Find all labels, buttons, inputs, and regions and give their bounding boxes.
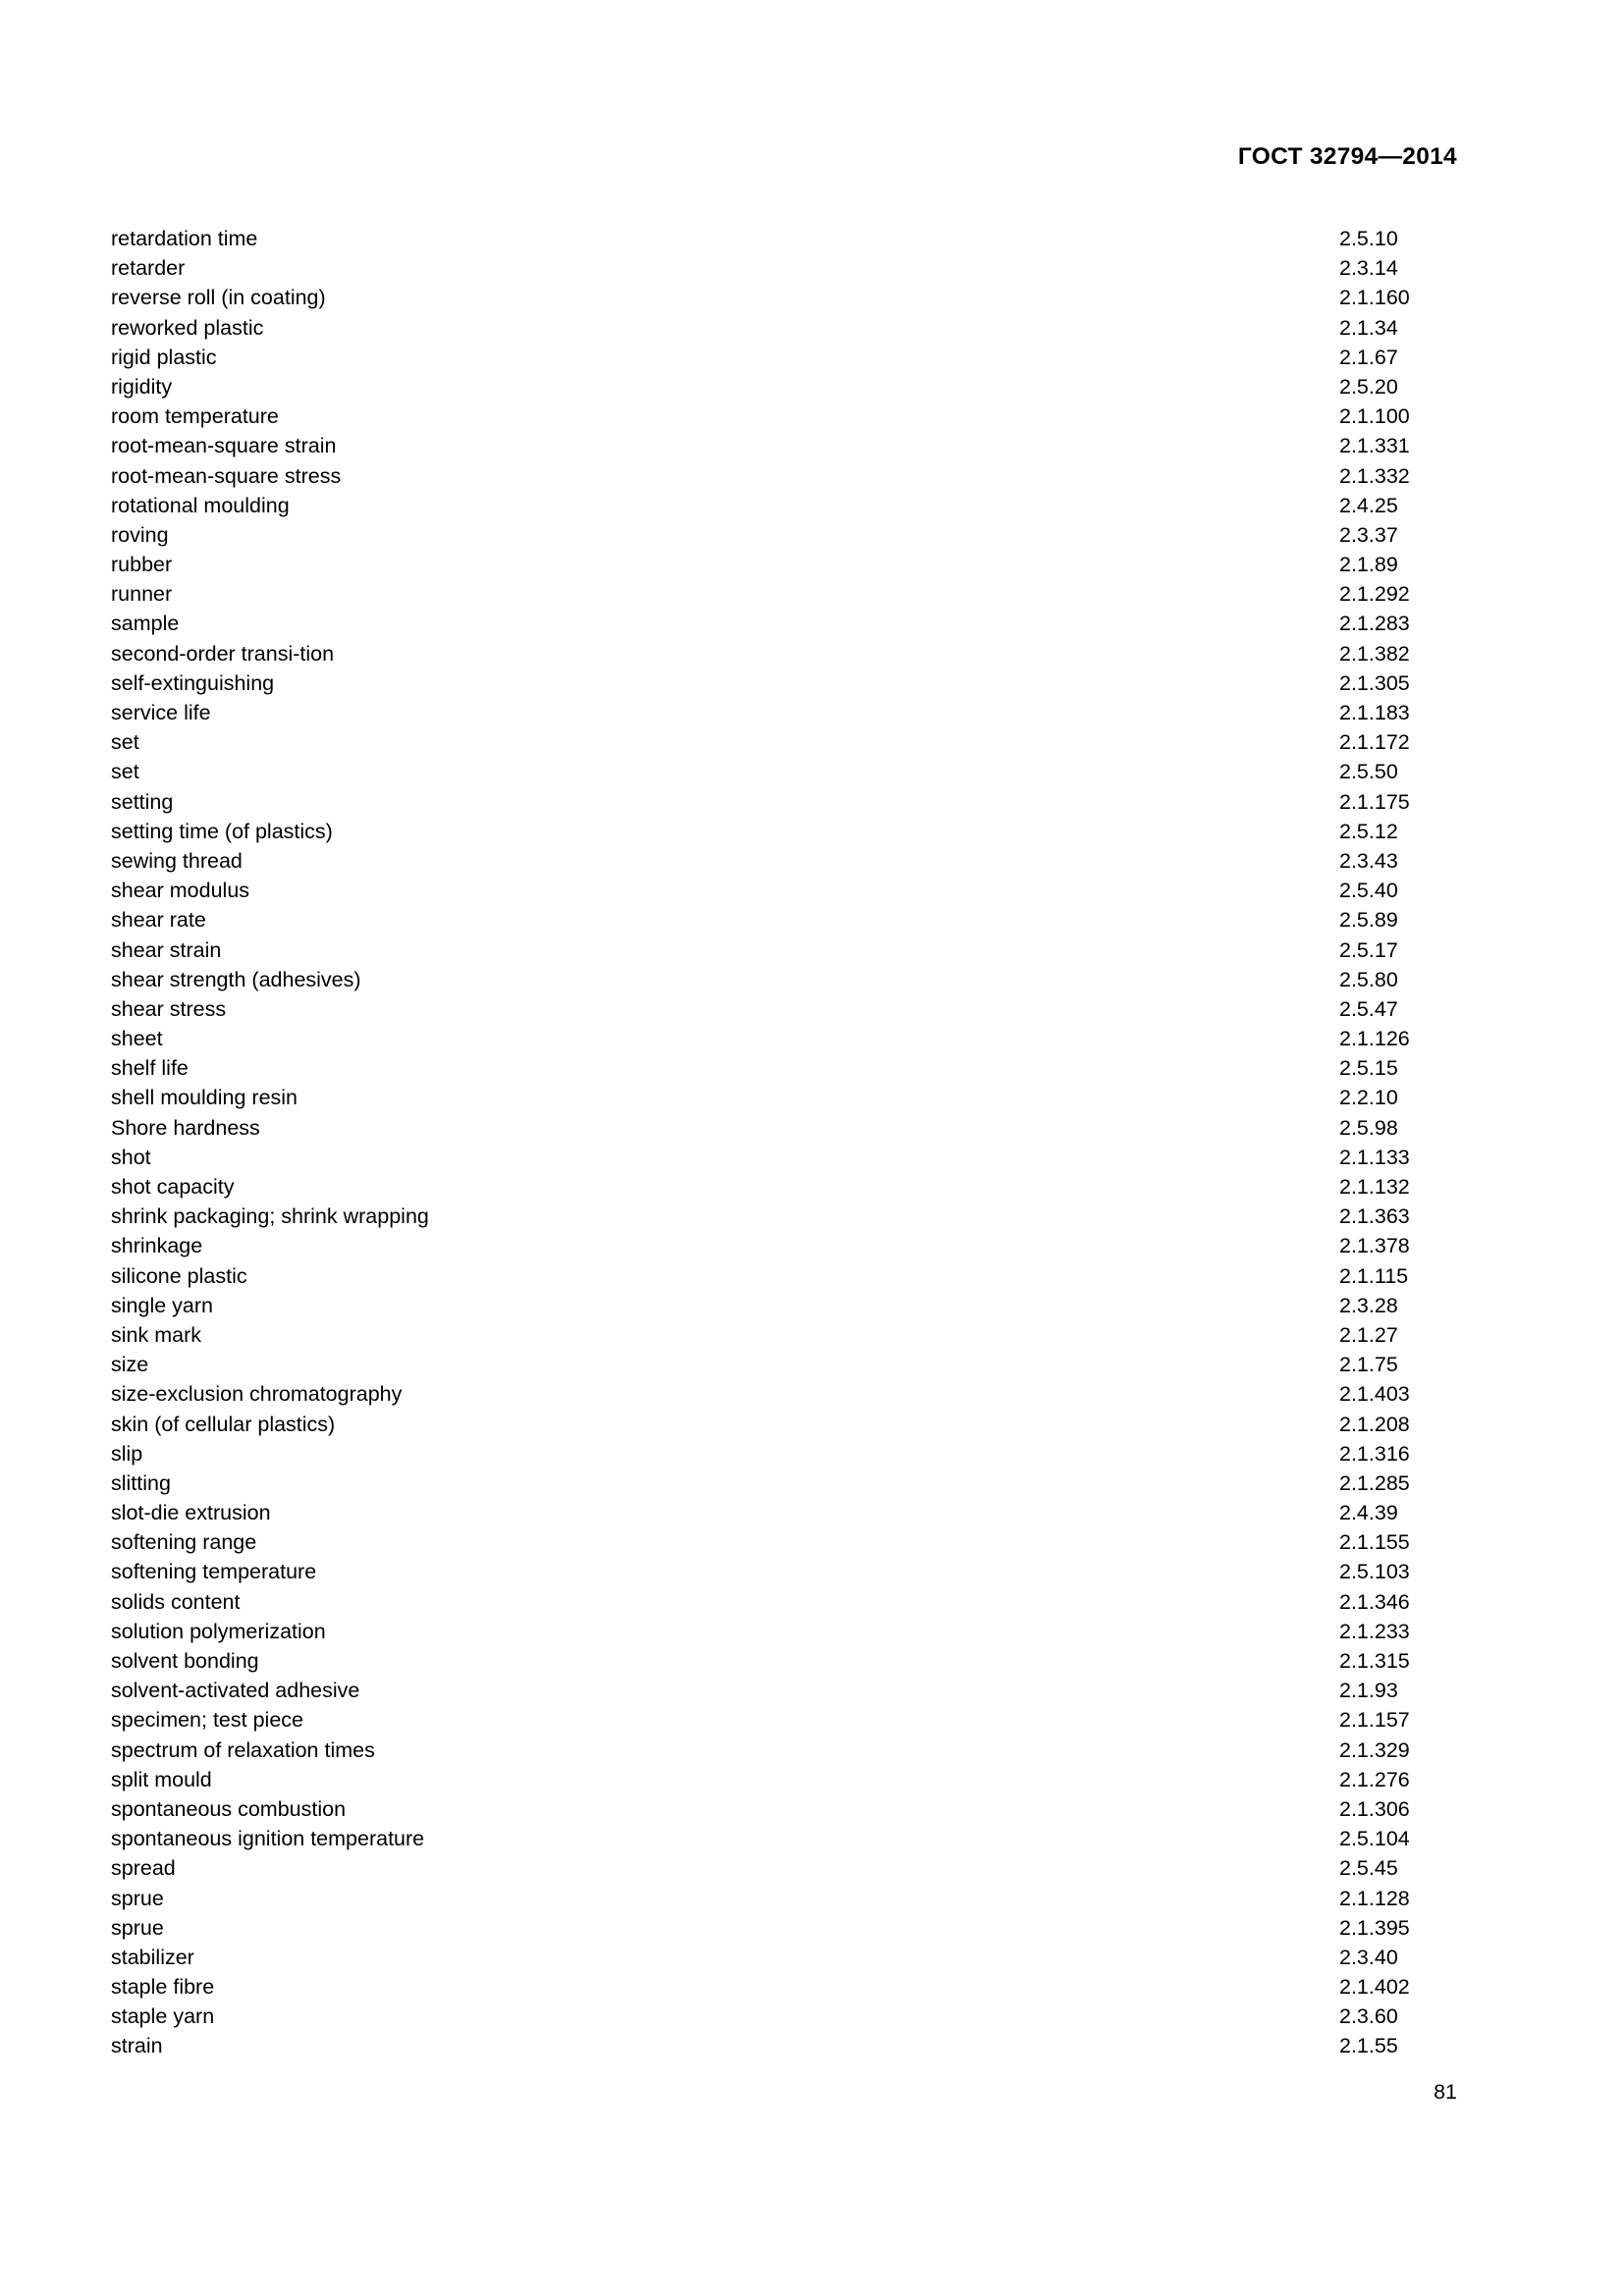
index-entry bbox=[111, 1261, 1457, 1291]
index-entry bbox=[111, 1527, 1457, 1557]
index-term: reverse roll (in coating) bbox=[111, 286, 326, 310]
index-term: Shore hardness bbox=[111, 1115, 260, 1140]
index-entry bbox=[111, 698, 1457, 727]
index-term: roving bbox=[111, 522, 169, 547]
index-term: size-exclusion chromatography bbox=[111, 1382, 403, 1407]
index-reference: 2.1.233 bbox=[1339, 1619, 1410, 1643]
index-entry bbox=[111, 253, 1457, 283]
index-reference: 2.1.395 bbox=[1339, 1915, 1410, 1940]
index-reference: 2.3.60 bbox=[1339, 2004, 1398, 2029]
index-entry bbox=[111, 1143, 1457, 1172]
index-reference: 2.5.80 bbox=[1339, 967, 1398, 991]
index-entry bbox=[111, 1201, 1457, 1231]
index-entry bbox=[111, 1794, 1457, 1824]
index-reference: 2.1.329 bbox=[1339, 1737, 1410, 1762]
index-term: set bbox=[111, 730, 139, 755]
index-reference: 2.1.306 bbox=[1339, 1796, 1410, 1821]
index-entry bbox=[111, 1824, 1457, 1853]
index-term: staple fibre bbox=[111, 1975, 215, 2000]
index-term: shrinkage bbox=[111, 1234, 203, 1258]
index-reference: 2.1.315 bbox=[1339, 1649, 1410, 1673]
index-entry bbox=[111, 1557, 1457, 1586]
index-entry bbox=[111, 1884, 1457, 1913]
index-term: shot capacity bbox=[111, 1175, 235, 1199]
index-entry bbox=[111, 461, 1457, 491]
index-term: shear modulus bbox=[111, 879, 250, 903]
index-term: reworked plastic bbox=[111, 315, 264, 340]
index-term: solution polymerization bbox=[111, 1619, 326, 1643]
index-term: solvent-activated adhesive bbox=[111, 1679, 360, 1703]
index-reference: 2.1.75 bbox=[1339, 1353, 1398, 1377]
index-entry bbox=[111, 1972, 1457, 2002]
index-reference: 2.5.17 bbox=[1339, 937, 1398, 962]
index-entry bbox=[111, 1439, 1457, 1468]
index-entry bbox=[111, 343, 1457, 372]
index-entry bbox=[111, 579, 1457, 609]
index-term: silicone plastic bbox=[111, 1263, 247, 1288]
index-term: specimen; test piece bbox=[111, 1708, 303, 1733]
index-entry bbox=[111, 639, 1457, 668]
index-term: shot bbox=[111, 1145, 151, 1169]
index-term: size bbox=[111, 1353, 149, 1377]
index-term: spectrum of relaxation times bbox=[111, 1737, 375, 1762]
index-reference: 2.1.378 bbox=[1339, 1234, 1410, 1258]
index-term: split mould bbox=[111, 1767, 212, 1791]
index-term: shelf life bbox=[111, 1056, 189, 1081]
index-term: spontaneous ignition temperature bbox=[111, 1827, 425, 1851]
index-term: spread bbox=[111, 1856, 176, 1881]
index-entry bbox=[111, 491, 1457, 520]
index-reference: 2.1.89 bbox=[1339, 553, 1398, 577]
index-reference: 2.1.172 bbox=[1339, 730, 1410, 755]
index-reference: 2.1.403 bbox=[1339, 1382, 1410, 1407]
index-entry bbox=[111, 609, 1457, 638]
index-term: staple yarn bbox=[111, 2004, 215, 2029]
index-entry bbox=[111, 401, 1457, 431]
index-entry bbox=[111, 372, 1457, 401]
index-term: shear rate bbox=[111, 908, 206, 933]
index-entry bbox=[111, 313, 1457, 343]
index-reference: 2.1.382 bbox=[1339, 641, 1410, 666]
index-entry bbox=[111, 1024, 1457, 1053]
index-reference: 2.1.402 bbox=[1339, 1975, 1410, 2000]
index-term: retardation time bbox=[111, 227, 258, 250]
index-term: root-mean-square stress bbox=[111, 463, 342, 488]
index-entry bbox=[111, 994, 1457, 1024]
index-reference: 2.5.40 bbox=[1339, 879, 1398, 903]
index-term: sprue bbox=[111, 1915, 164, 1940]
index-reference: 2.5.47 bbox=[1339, 996, 1398, 1021]
index-entry bbox=[111, 1913, 1457, 1943]
index-term: skin (of cellular plastics) bbox=[111, 1412, 336, 1436]
index-reference: 2.3.40 bbox=[1339, 1945, 1398, 1969]
alphabetical-index-list bbox=[111, 224, 1457, 2061]
index-entry bbox=[111, 1291, 1457, 1320]
index-entry bbox=[111, 1379, 1457, 1409]
index-reference: 2.1.276 bbox=[1339, 1767, 1410, 1791]
index-reference: 2.1.128 bbox=[1339, 1886, 1410, 1910]
index-term: sample bbox=[111, 612, 180, 636]
index-entry bbox=[111, 1853, 1457, 1883]
index-reference: 2.1.67 bbox=[1339, 345, 1398, 369]
page-number: 81 bbox=[1434, 2080, 1457, 2104]
index-term: runner bbox=[111, 582, 173, 607]
index-reference: 2.1.93 bbox=[1339, 1679, 1398, 1703]
index-term: rigidity bbox=[111, 374, 173, 399]
index-reference: 2.3.43 bbox=[1339, 848, 1398, 873]
index-entry bbox=[111, 2031, 1457, 2060]
page-header-standard-number: ГОСТ 32794—2014 bbox=[1237, 143, 1457, 170]
index-term: retarder bbox=[111, 256, 186, 281]
index-reference: 2.3.14 bbox=[1339, 256, 1398, 281]
index-reference: 2.5.10 bbox=[1339, 227, 1398, 250]
index-reference: 2.4.25 bbox=[1339, 493, 1398, 517]
index-term: setting bbox=[111, 789, 174, 814]
index-entry bbox=[111, 520, 1457, 550]
index-reference: 2.5.98 bbox=[1339, 1115, 1398, 1140]
index-reference: 2.1.283 bbox=[1339, 612, 1410, 636]
index-term: root-mean-square strain bbox=[111, 434, 337, 458]
index-reference: 2.3.28 bbox=[1339, 1293, 1398, 1317]
index-entry bbox=[111, 224, 1457, 253]
index-reference: 2.1.175 bbox=[1339, 789, 1410, 814]
index-term: strain bbox=[111, 2034, 163, 2058]
index-term: sewing thread bbox=[111, 848, 243, 873]
index-entry bbox=[111, 1676, 1457, 1705]
index-entry bbox=[111, 1083, 1457, 1112]
index-reference: 2.1.34 bbox=[1339, 315, 1398, 340]
index-reference: 2.1.292 bbox=[1339, 582, 1410, 607]
index-term: shear stress bbox=[111, 996, 227, 1021]
index-reference: 2.1.27 bbox=[1339, 1322, 1398, 1347]
index-entry bbox=[111, 1113, 1457, 1143]
index-term: rigid plastic bbox=[111, 345, 217, 369]
index-term: softening range bbox=[111, 1530, 257, 1555]
index-entry bbox=[111, 550, 1457, 579]
index-entry bbox=[111, 1735, 1457, 1765]
index-reference: 2.5.103 bbox=[1339, 1560, 1410, 1584]
index-reference: 2.5.50 bbox=[1339, 760, 1398, 784]
index-entry bbox=[111, 935, 1457, 965]
index-entry bbox=[111, 1320, 1457, 1350]
index-reference: 2.5.89 bbox=[1339, 908, 1398, 933]
index-entry bbox=[111, 283, 1457, 312]
index-entry bbox=[111, 1231, 1457, 1260]
index-term: rotational moulding bbox=[111, 493, 290, 517]
index-entry bbox=[111, 1705, 1457, 1735]
index-entry bbox=[111, 1172, 1457, 1201]
index-reference: 2.1.208 bbox=[1339, 1412, 1410, 1436]
index-term: sprue bbox=[111, 1886, 164, 1910]
index-term: service life bbox=[111, 701, 211, 724]
index-entry bbox=[111, 1587, 1457, 1617]
index-reference: 2.1.305 bbox=[1339, 670, 1410, 695]
index-entry bbox=[111, 431, 1457, 460]
index-reference: 2.1.316 bbox=[1339, 1441, 1410, 1466]
index-term: softening temperature bbox=[111, 1560, 317, 1584]
index-term: slitting bbox=[111, 1470, 171, 1495]
index-entry bbox=[111, 757, 1457, 786]
index-reference: 2.1.332 bbox=[1339, 463, 1410, 488]
index-reference: 2.1.133 bbox=[1339, 1145, 1410, 1169]
index-reference: 2.1.157 bbox=[1339, 1708, 1410, 1733]
index-entry bbox=[111, 2002, 1457, 2031]
index-term: shrink packaging; shrink wrapping bbox=[111, 1204, 429, 1229]
index-reference: 2.1.115 bbox=[1339, 1263, 1409, 1288]
index-term: room temperature bbox=[111, 404, 279, 429]
index-reference: 2.3.37 bbox=[1339, 522, 1398, 547]
index-reference: 2.1.155 bbox=[1339, 1530, 1410, 1555]
index-term: self-extinguishing bbox=[111, 670, 275, 695]
index-term: slot-die extrusion bbox=[111, 1501, 271, 1525]
index-term: stabilizer bbox=[111, 1945, 194, 1969]
index-term: solids content bbox=[111, 1589, 241, 1614]
index-reference: 2.4.39 bbox=[1339, 1501, 1398, 1525]
index-entry bbox=[111, 1350, 1457, 1379]
index-term: shell moulding resin bbox=[111, 1086, 298, 1110]
index-entry bbox=[111, 1410, 1457, 1439]
index-reference: 2.1.331 bbox=[1339, 434, 1410, 458]
index-reference: 2.1.132 bbox=[1339, 1175, 1410, 1199]
index-entry bbox=[111, 727, 1457, 757]
index-entry bbox=[111, 787, 1457, 817]
index-entry bbox=[111, 1646, 1457, 1676]
index-reference: 2.5.12 bbox=[1339, 819, 1398, 843]
index-entry bbox=[111, 1765, 1457, 1794]
index-entry bbox=[111, 876, 1457, 905]
index-term: sheet bbox=[111, 1027, 163, 1051]
index-entry bbox=[111, 668, 1457, 698]
index-entry bbox=[111, 1943, 1457, 1972]
index-term: slip bbox=[111, 1441, 143, 1466]
index-reference: 2.1.100 bbox=[1339, 404, 1410, 429]
index-reference: 2.2.10 bbox=[1339, 1086, 1398, 1110]
index-entry bbox=[111, 1053, 1457, 1083]
index-term: shear strain bbox=[111, 937, 222, 962]
index-term: shear strength (adhesives) bbox=[111, 967, 361, 991]
index-reference: 2.1.183 bbox=[1339, 701, 1410, 724]
index-reference: 2.5.45 bbox=[1339, 1856, 1398, 1881]
index-reference: 2.5.15 bbox=[1339, 1056, 1398, 1081]
index-entry bbox=[111, 965, 1457, 994]
index-entry bbox=[111, 905, 1457, 934]
index-term: spontaneous combustion bbox=[111, 1796, 347, 1821]
index-entry bbox=[111, 1498, 1457, 1527]
index-reference: 2.5.20 bbox=[1339, 374, 1398, 399]
index-entry bbox=[111, 817, 1457, 846]
index-reference: 2.1.346 bbox=[1339, 1589, 1410, 1614]
index-reference: 2.1.126 bbox=[1339, 1027, 1410, 1051]
index-entry bbox=[111, 846, 1457, 876]
index-reference: 2.1.160 bbox=[1339, 286, 1410, 310]
index-term: solvent bonding bbox=[111, 1649, 259, 1673]
index-term: setting time (of plastics) bbox=[111, 819, 333, 843]
index-reference: 2.1.363 bbox=[1339, 1204, 1410, 1229]
index-entry bbox=[111, 1617, 1457, 1646]
index-term: sink mark bbox=[111, 1322, 201, 1347]
index-reference: 2.5.104 bbox=[1339, 1827, 1410, 1851]
index-term: single yarn bbox=[111, 1293, 213, 1317]
index-term: second-order transi-tion bbox=[111, 641, 335, 666]
index-entry bbox=[111, 1468, 1457, 1498]
index-reference: 2.1.285 bbox=[1339, 1470, 1410, 1495]
index-term: rubber bbox=[111, 553, 173, 577]
index-term: set bbox=[111, 760, 139, 784]
index-reference: 2.1.55 bbox=[1339, 2034, 1398, 2058]
